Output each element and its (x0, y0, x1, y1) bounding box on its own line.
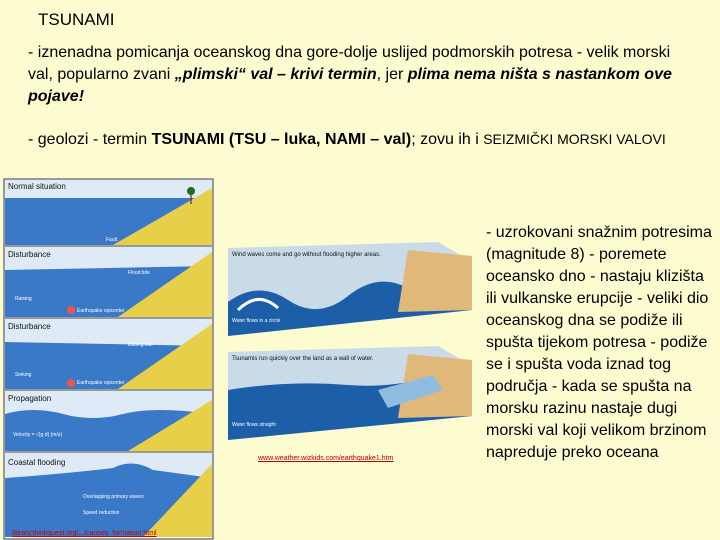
tsunami-subcaption: Water flows straight (232, 422, 276, 428)
fault-label: Fault (106, 237, 118, 243)
tsunami-wave-illustration (228, 346, 472, 440)
flood-tide-label: Flood tide (128, 270, 150, 276)
sinking-label: Sinking (15, 372, 32, 378)
intro-emphasis-tide: plima nema ništa s nastankom ove pojave! (28, 66, 672, 105)
terminology-paragraph (28, 128, 668, 151)
source-link-weather-wizkids[interactable]: www.weather.wizkids.com/earthquake1.htm (258, 455, 394, 462)
tsunami-formation-diagram (3, 178, 214, 540)
panel-label-propagation: Propagation (8, 394, 52, 403)
panel-coastal-flooding (5, 453, 212, 537)
term-definition: TSUNAMI (TSU – luka, NAMI – val) (151, 131, 412, 148)
speed-reduction-label: Speed reduction (83, 510, 120, 516)
panel-normal (5, 180, 212, 245)
wave-comparison-illustration (228, 240, 472, 440)
panel-propagation (5, 391, 212, 451)
source-link-thinkquest[interactable]: library.thinkquest.org/.../causes_formation.html (12, 530, 157, 537)
raising-label: Raising (15, 296, 32, 302)
tsunami-caption: Tsunamis run quickly over the land as a wall of water. (232, 356, 374, 362)
term-text-3: ; zovu ih i (411, 131, 484, 148)
wind-wave-caption: Wind waves come and go without flooding higher areas. (232, 252, 381, 258)
term-seismic: SEIZMIČKI MORSKI VALOVI (483, 131, 666, 147)
intro-emphasis-misnomer: „plimski“ val – krivi termin (174, 66, 377, 83)
panel-disturbance-1 (5, 247, 212, 317)
panel-label-disturbance-2: Disturbance (8, 322, 51, 331)
wind-wave-illustration (228, 242, 472, 336)
term-text-1: - geolozi - termin (28, 131, 152, 148)
wind-wave-subcaption: Water flows in a circle (232, 318, 281, 324)
causes-paragraph: - uzrokovani snažnim potresima (magnitude 8) - poremete oceansko dno - nastaju klizišta ili vulkanske erupcije - veliki dio oceanskog dna se podiže ili spušta tijekom potresa - podiže se i spušta voda iznad tog područja - kada se spušta na morsku razinu nastaje dugi morski val koji velikom brzinom napreduje preko oceana (486, 224, 712, 461)
panel-disturbance-2 (5, 319, 212, 389)
intro-text-1: - iznenadna pomicanja oceanskog dna gore-dolje uslijed podmorskih potresa - velik morski val, popularno zvani (28, 44, 671, 83)
epicenter-label-2: Earthquake epicenter (77, 380, 125, 386)
panel-label-disturbance-1: Disturbance (8, 250, 51, 259)
intro-paragraph (28, 42, 678, 108)
panel-label-coastal-flooding: Coastal flooding (8, 458, 66, 467)
velocity-label: Velocity = √(g·d) (m/s) (13, 432, 63, 438)
overlapping-waves-label: Overlapping primary waves (83, 494, 144, 500)
epicenter-label-1: Earthquake epicenter (77, 308, 125, 314)
panel-label-normal: Normal situation (8, 182, 66, 191)
page-title: TSUNAMI (38, 10, 115, 29)
ebbing-tide-label: Ebbing tide (128, 342, 154, 348)
intro-text-3: , jer (376, 66, 408, 83)
